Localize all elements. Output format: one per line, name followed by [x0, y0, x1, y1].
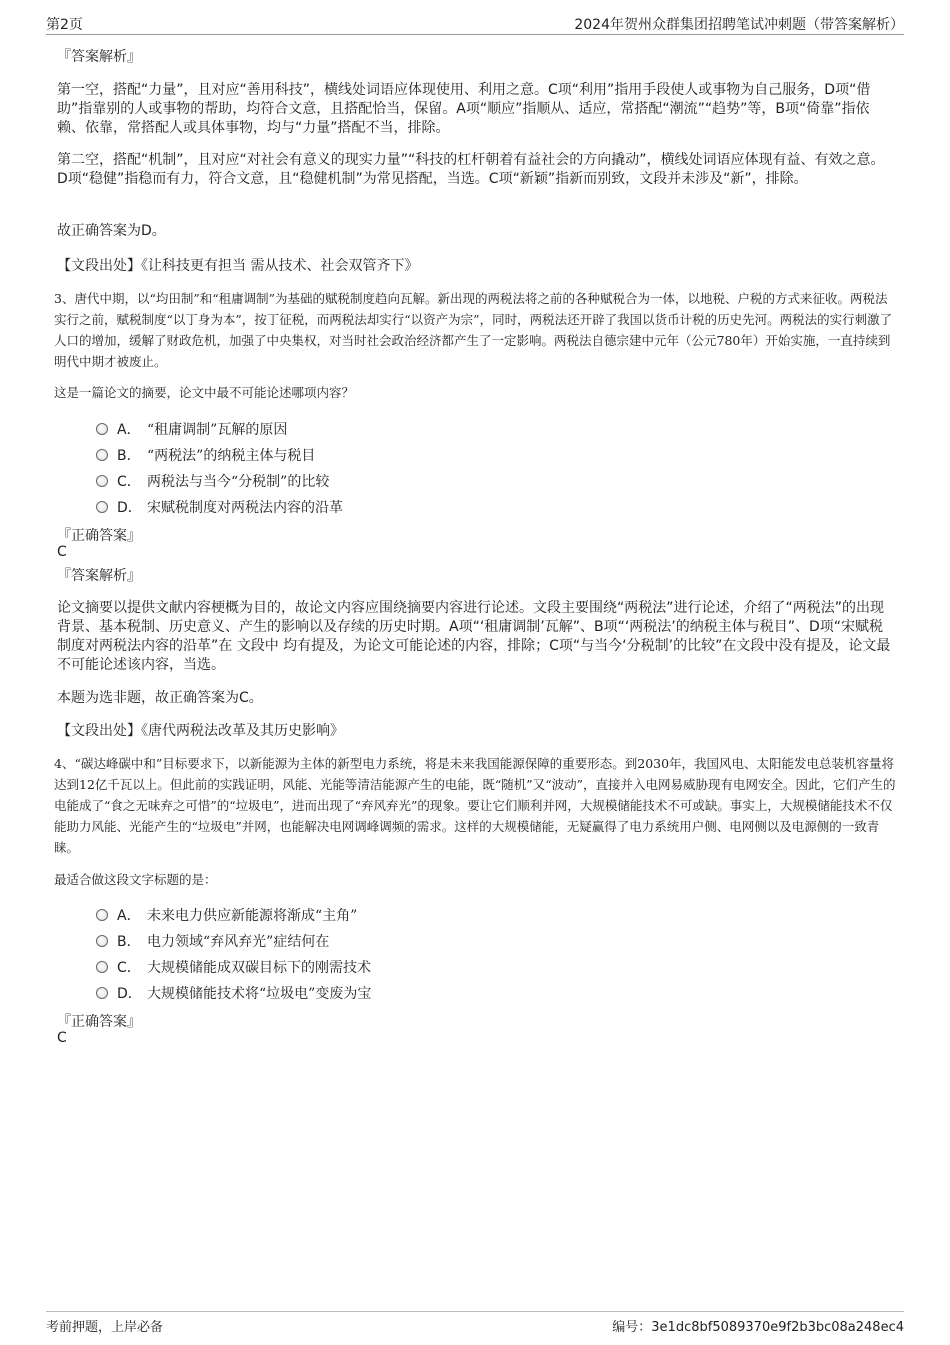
radio-icon[interactable]	[96, 423, 108, 435]
q3-analysis-label: 『答案解析』	[57, 568, 141, 584]
q4-option-c[interactable]: C． 大规模储能成双碳目标下的刚需技术	[96, 957, 371, 977]
q3-source: 【文段出处】《唐代两税法改革及其历史影响》	[57, 723, 344, 739]
q3-option-b[interactable]: B． “两税法”的纳税主体与税目	[96, 445, 315, 465]
q4-question: 最适合做这段文字标题的是：	[54, 872, 217, 887]
q2-analysis-para2: 第二空，搭配“机制”，且对应“对社会有意义的现实力量”“科技的杠杆朝着有益社会的方向撬动”，横线处词语应体现有益、有效之意。D项“稳健”指稳而有力，符合文意，且“稳健机制”为常见搭配，当选。C项“新颖”指新而别致，文段并未涉及“新”，排除。	[57, 152, 885, 187]
radio-icon[interactable]	[96, 987, 108, 999]
radio-icon[interactable]	[96, 475, 108, 487]
page-header	[46, 14, 904, 35]
q2-analysis-para1: 第一空，搭配“力量”，且对应“善用科技”，横线处词语应体现使用、利用之意。C项“利用”指用手段使人或事物为自己服务，D项“借助”指靠别的人或事物的帮助，均符合文意，且搭配恰当，保留。A项“顺应”指顺从、适应，常搭配“潮流”“趋势”等，B项“倚靠”指依赖、依靠，常搭配人或具体事物，均与“力量”搭配不当，排除。	[57, 82, 871, 136]
q4-option-d[interactable]: D． 大规模储能技术将“垃圾电”变废为宝	[96, 983, 371, 1003]
radio-icon[interactable]	[96, 449, 108, 461]
q4-passage: 4、“碳达峰碳中和”目标要求下，以新能源为主体的新型电力系统，将是未来我国能源保障的重要形态。到2030年，我国风电、太阳能发电总装机容量将达到12亿千瓦以上。但此前的实践证明，风能、光能等清洁能源产生的电能，既“随机”又“波动”，直接并入电网易威胁现有电网安全。因此，它们产生的电能成了“食之无味弃之可惜”的“垃圾电”，进而出现了“弃风弃光”的现象。要让它们顺利并网，大规模储能技术不可或缺。事实上，大规模储能技术不仅能助力风能、光能产生的“垃圾电”并网，也能解决电网调峰调频的需求。这样的大规模储能，无疑赢得了电力系统用户侧、电网侧以及电源侧的一致青睐。	[54, 756, 896, 855]
q3-option-c[interactable]: C． 两税法与当今“分税制”的比较	[96, 471, 329, 491]
q2-source: 【文段出处】《让科技更有担当 需从技术、社会双管齐下》	[57, 258, 419, 274]
q4-answer-label: 『正确答案』	[57, 1014, 141, 1030]
page-number: 第2页	[46, 17, 83, 33]
q3-option-a[interactable]: A． “租庸调制”瓦解的原因	[96, 419, 287, 439]
radio-icon[interactable]	[96, 935, 108, 947]
footer-serial: 编号：3e1dc8bf5089370e9f2b3bc08a248ec4	[612, 1320, 904, 1335]
footer-slogan: 考前押题，上岸必备	[46, 1320, 164, 1335]
q3-analysis: 论文摘要以提供文献内容梗概为目的，故论文内容应围绕摘要内容进行论述。文段主要围绕“两税法”进行论述，介绍了“两税法”的出现背景、基本税制、历史意义、产生的影响以及存续的历史时期。A项“‘租庸调制’瓦解”、B项“‘两税法’的纳税主体与税目”、D项“宋赋税制度对两税法内容的沿革”在 文段中 均有提及，为论文可能论述的内容，排除；C项“与当今‘分税制’的比较”在文段中没有提及，论文最不可能论述该内容，当选。	[57, 600, 891, 673]
q3-option-d[interactable]: D． 宋赋税制度对两税法内容的沿革	[96, 497, 343, 517]
q4-answer: C	[57, 1030, 67, 1046]
radio-icon[interactable]	[96, 501, 108, 513]
q4-option-a[interactable]: A． 未来电力供应新能源将渐成“主角”	[96, 905, 357, 925]
page-footer	[46, 1311, 904, 1334]
q3-passage: 3、唐代中期，以“均田制”和“租庸调制”为基础的赋税制度趋向瓦解。新出现的两税法将之前的各种赋税合为一体，以地税、户税的方式来征收。两税法实行之前，赋税制度“以丁身为本”，按丁征税，而两税法却实行“以资产为宗”，同时，两税法还开辟了我国以货币计税的历史先河。两税法的实行刺激了人口的增加，缓解了财政危机，加强了中央集权，对当时社会政治经济都产生了一定影响。两税法自德宗建中元年（公元780年）开始实施，一直持续到明代中期才被废止。	[54, 291, 893, 369]
q3-answer-label: 『正确答案』	[57, 528, 141, 544]
q2-conclusion: 故正确答案为D。	[57, 223, 166, 239]
q2-analysis-label: 『答案解析』	[57, 49, 141, 65]
q3-conclusion: 本题为选非题，故正确答案为C。	[57, 690, 263, 706]
radio-icon[interactable]	[96, 961, 108, 973]
q3-question: 这是一篇论文的摘要，论文中最不可能论述哪项内容？	[54, 385, 355, 400]
q3-answer: C	[57, 544, 67, 560]
radio-icon[interactable]	[96, 909, 108, 921]
document-title: 2024年贺州众群集团招聘笔试冲刺题（带答案解析）	[574, 17, 904, 33]
q4-option-b[interactable]: B． 电力领域“弃风弃光”症结何在	[96, 931, 329, 951]
